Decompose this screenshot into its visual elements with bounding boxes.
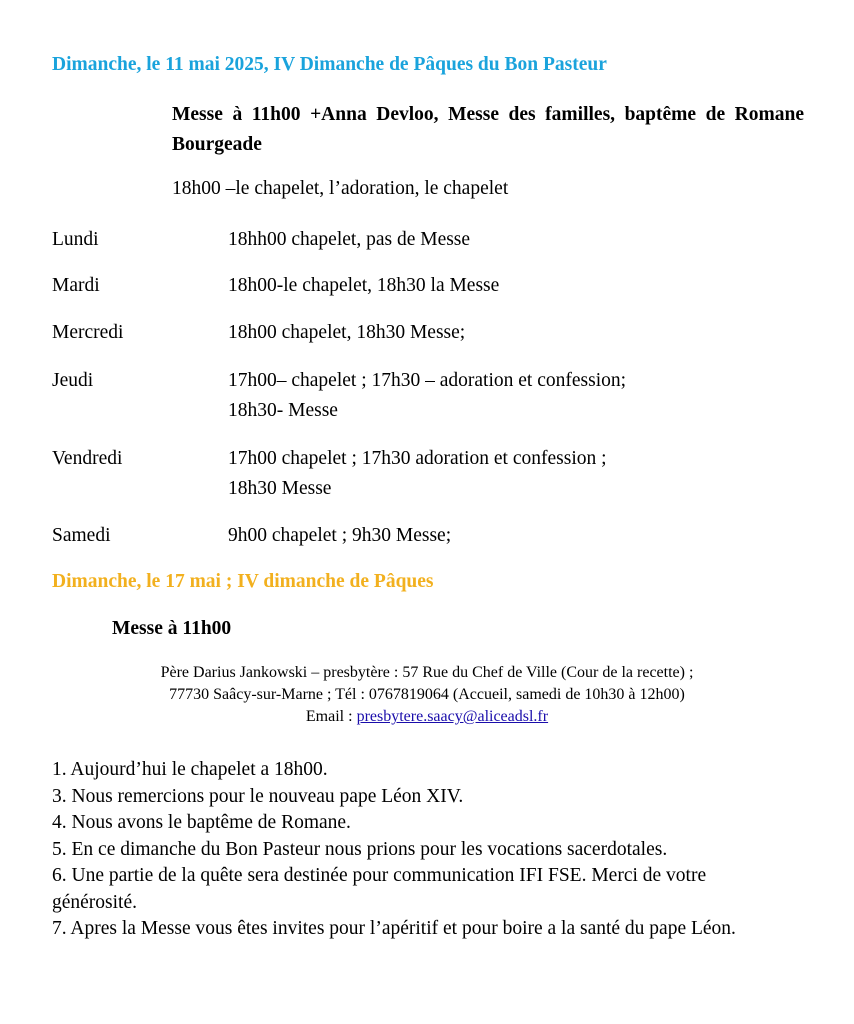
announcement-item: 6. Une partie de la quête sera destinée pour communication IFI FSE. Merci de votre générosité.	[52, 865, 707, 913]
sunday-mass-info: Messe à 11h00 +Anna Devloo, Messe des familles, baptême de Romane Bourgeade	[172, 104, 804, 155]
email-link[interactable]: presbytere.saacy@aliceadsl.fr	[356, 708, 549, 725]
sunday-heading: Dimanche, le 11 mai 2025, IV Dimanche de Pâques du Bon Pasteur	[52, 54, 607, 75]
day-name: Samedi	[52, 525, 111, 546]
day-name: Jeudi	[52, 370, 94, 391]
contact-phone-line: 77730 Saâcy-sur-Marne ; Tél : 0767819064 (Accueil, samedi de 10h30 à 12h00)	[169, 686, 685, 703]
day-name: Mardi	[52, 275, 100, 296]
day-name: Lundi	[52, 229, 99, 250]
day-schedule: 9h00 chapelet ; 9h30 Messe;	[228, 525, 452, 546]
day-schedule: 18h00 chapelet, 18h30 Messe;	[228, 322, 466, 343]
sunday-evening-schedule: 18h00 –le chapelet, l’adoration, le chapelet	[172, 178, 509, 199]
contact-block	[52, 662, 802, 728]
day-schedule: 18h30- Messe	[228, 400, 338, 421]
next-sunday-heading: Dimanche, le 17 mai ; IV dimanche de Pâques	[52, 571, 434, 592]
contact-email-line	[52, 706, 802, 728]
announcement-item: 1. Aujourd’hui le chapelet a 18h00.	[52, 759, 328, 780]
day-name: Mercredi	[52, 322, 124, 343]
day-schedule: 18h00-le chapelet, 18h30 la Messe	[228, 275, 500, 296]
announcements-list	[52, 757, 792, 943]
day-schedule: 17h00 chapelet ; 17h30 adoration et confession ;	[228, 448, 607, 469]
announcement-item: 4. Nous avons le baptême de Romane.	[52, 812, 351, 833]
day-schedule: 18hh00 chapelet, pas de Messe	[228, 229, 471, 250]
day-schedule: 18h30 Messe	[228, 478, 332, 499]
announcement-item: 7. Apres la Messe vous êtes invites pour l’apéritif et pour boire a la santé du pape Léon.	[52, 918, 736, 939]
day-schedule: 17h00– chapelet ; 17h30 – adoration et confession;	[228, 370, 627, 391]
announcement-item: 3. Nous remercions pour le nouveau pape Léon XIV.	[52, 785, 464, 807]
announcement-item: 5. En ce dimanche du Bon Pasteur nous prions pour les vocations sacerdotales.	[52, 838, 668, 860]
next-sunday-mass: Messe à 11h00	[112, 618, 232, 639]
day-name: Vendredi	[52, 448, 123, 469]
contact-address-line: Père Darius Jankowski – presbytère : 57 Rue du Chef de Ville (Cour de la recette) ;	[160, 664, 694, 681]
email-label: Email :	[305, 708, 357, 725]
